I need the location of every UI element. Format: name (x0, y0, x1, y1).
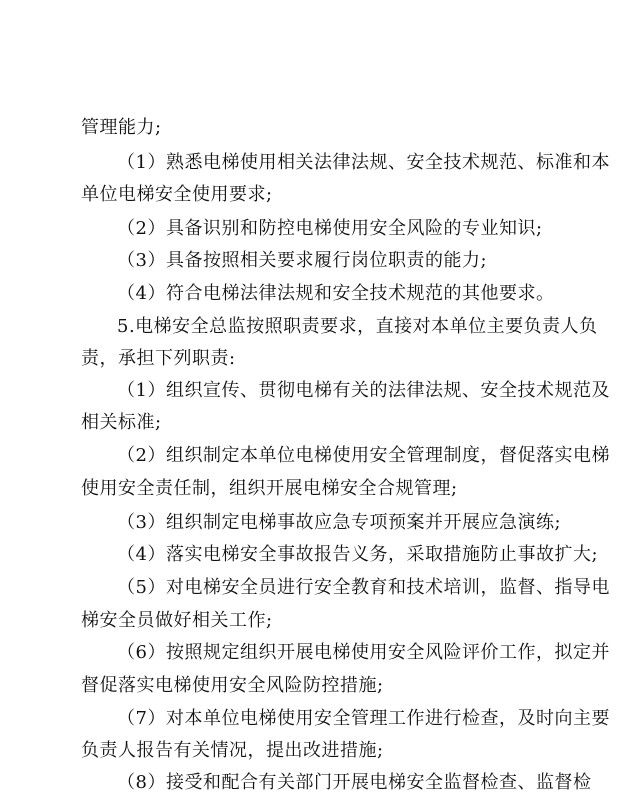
text-line: （1）熟悉电梯使用相关法律法规、安全技术规范、标准和本 (117, 152, 610, 173)
text-line: 梯安全员做好相关工作; (81, 610, 273, 631)
text-line: （7）对本单位电梯使用安全管理工作进行检查，及时向主要 (117, 708, 610, 729)
text-line: 相关标准; (81, 412, 162, 433)
text-line: （2）组织制定本单位电梯使用安全管理制度，督促落实电梯 (117, 445, 610, 466)
text-line: （1）组织宣传、贯彻电梯有关的法律法规、安全技术规范及 (117, 380, 610, 401)
text-line: （5）对电梯安全员进行安全教育和技术培训，监督、指导电 (117, 577, 610, 598)
text-line: 责，承担下列职责: (81, 348, 236, 369)
text-line: 单位电梯安全使用要求; (81, 184, 273, 205)
text-line: （4）符合电梯法律法规和安全技术规范的其他要求。 (117, 283, 555, 304)
text-line: （4）落实电梯安全事故报告义务，采取措施防止事故扩大; (117, 544, 599, 565)
text-line: （3）具备按照相关要求履行岗位职责的能力; (117, 250, 488, 271)
text-line: （3）组织制定电梯事故应急专项预案并开展应急演练; (117, 512, 562, 533)
text-line: 负责人报告有关情况，提出改进措施; (81, 740, 384, 761)
text-line: 督促落实电梯使用安全风险防控措施; (81, 675, 384, 696)
text-line: （6）按照规定组织开展电梯使用安全风险评价工作，拟定并 (117, 642, 610, 663)
text-line: （2）具备识别和防控电梯使用安全风险的专业知识; (117, 218, 543, 239)
text-line: 使用安全责任制，组织开展电梯安全合规管理; (81, 478, 458, 499)
text-line: （8）接受和配合有关部门开展电梯安全监督检查、监督检 (117, 772, 592, 793)
text-line: 管理能力; (81, 117, 162, 138)
text-line: 5.电梯安全总监按照职责要求，直接对本单位主要负责人负 (117, 316, 598, 337)
